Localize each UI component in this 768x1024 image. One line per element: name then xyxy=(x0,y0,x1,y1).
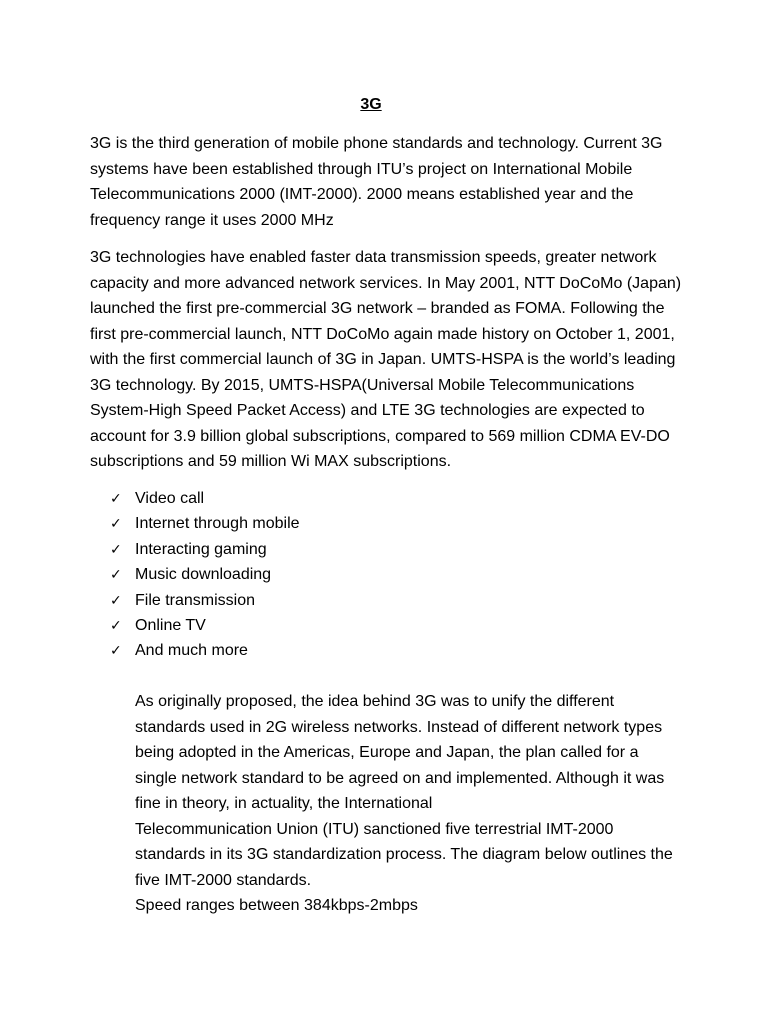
text-line: standards used in 2G wireless networks. Instead of different network types xyxy=(135,718,663,736)
standards-paragraph xyxy=(135,689,690,919)
list-item xyxy=(110,588,300,613)
text-line: with the first commercial launch of 3G in Japan. UMTS-HSPA is the world’s leading xyxy=(90,351,676,368)
checkmark-icon: ✓ xyxy=(110,541,122,558)
list-item xyxy=(110,537,300,562)
text-line: first pre-commercial launch, NTT DoCoMo again made history on October 1, 2001, xyxy=(90,325,675,343)
list-item xyxy=(110,486,300,511)
list-item-label: File transmission xyxy=(135,591,256,609)
speed-range-text: Speed ranges between 384kbps-2mbps xyxy=(135,897,418,914)
text-line: Telecommunication Union (ITU) sanctioned five terrestrial IMT-2000 xyxy=(135,820,614,838)
text-line: 3G is the third generation of mobile phone standards and technology. Current 3G xyxy=(90,135,663,152)
list-item-label: Internet through mobile xyxy=(135,515,300,533)
page-title: 3G xyxy=(360,96,382,113)
list-item xyxy=(110,638,300,663)
checkmark-icon: ✓ xyxy=(110,592,122,609)
text-line: capacity and more advanced network services. In May 2001, NTT DoCoMo (Japan) xyxy=(90,274,682,292)
text-line: being adopted in the Americas, Europe and Japan, the plan called for a xyxy=(135,744,639,761)
text-line: launched the first pre-commercial 3G network – branded as FOMA. Following the xyxy=(90,300,665,317)
features-checklist xyxy=(110,486,300,664)
text-line: System-High Speed Packet Access) and LTE 3G technologies are expected to xyxy=(90,402,645,419)
list-item xyxy=(110,613,300,638)
checkmark-icon: ✓ xyxy=(110,643,122,660)
text-line: systems have been established through ITU’s project on International Mobile xyxy=(90,160,633,178)
text-line: subscriptions and 59 million Wi MAX subscriptions. xyxy=(90,453,452,470)
checkmark-icon: ✓ xyxy=(110,516,122,533)
technology-paragraph xyxy=(90,245,690,475)
list-item-label: Interacting gaming xyxy=(135,540,267,558)
text-line: As originally proposed, the idea behind 3G was to unify the different xyxy=(135,693,615,710)
list-item-label: And much more xyxy=(135,642,248,660)
text-line: Telecommunications 2000 (IMT-2000). 2000 means established year and the xyxy=(90,186,634,203)
text-line: frequency range it uses 2000 MHz xyxy=(90,211,334,229)
text-line: 3G technologies have enabled faster data transmission speeds, greater network xyxy=(90,249,657,266)
list-item-label: Online TV xyxy=(135,616,206,634)
text-line: standards in its 3G standardization process. The diagram below outlines the xyxy=(135,846,673,863)
checkmark-icon: ✓ xyxy=(110,567,122,584)
list-item xyxy=(110,562,300,587)
text-line: fine in theory, in actuality, the International xyxy=(135,795,433,812)
intro-paragraph xyxy=(90,131,690,233)
text-line: five IMT-2000 standards. xyxy=(135,871,312,889)
list-item-label: Video call xyxy=(135,490,205,507)
text-line: account for 3.9 billion global subscriptions, compared to 569 million CDMA EV-DO xyxy=(90,427,670,445)
text-line: single network standard to be agreed on and implemented. Although it was xyxy=(135,769,665,787)
text-line: 3G technology. By 2015, UMTS-HSPA(Universal Mobile Telecommunications xyxy=(90,376,635,394)
checkmark-icon: ✓ xyxy=(110,491,122,507)
checkmark-icon: ✓ xyxy=(110,617,122,634)
list-item xyxy=(110,511,300,536)
list-item-label: Music downloading xyxy=(135,566,272,584)
